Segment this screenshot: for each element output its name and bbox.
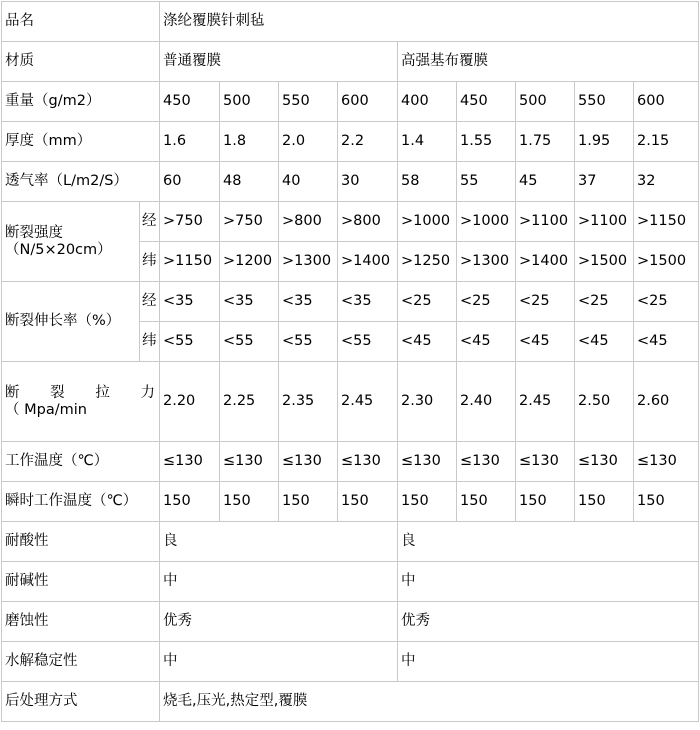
weight-cell: 500 [516, 82, 575, 122]
strength-weft-cell: >1400 [338, 242, 398, 282]
strength-warp-cell: >800 [279, 202, 338, 242]
name-value: 涤纶覆膜针刺毡 [160, 2, 699, 42]
row-working-temp [2, 442, 699, 482]
strength-warp-cell: >1000 [398, 202, 457, 242]
material-group-a: 普通覆膜 [160, 42, 398, 82]
row-strength-warp [2, 202, 699, 242]
strength-weft-cell: >1500 [575, 242, 634, 282]
working-temp-cell: ≤130 [220, 442, 279, 482]
permeability-cell: 40 [279, 162, 338, 202]
tension-label-line1: 断裂拉力 [5, 384, 155, 401]
strength-warp-cell: >750 [160, 202, 220, 242]
thickness-cell: 1.8 [220, 122, 279, 162]
elongation-weft-cell: <45 [516, 322, 575, 362]
abrasion-label: 磨蚀性 [2, 602, 160, 642]
tension-label [2, 362, 160, 442]
strength-weft-cell: >1300 [457, 242, 516, 282]
weight-cell: 600 [338, 82, 398, 122]
working-temp-cell: ≤130 [575, 442, 634, 482]
instant-temp-cell: 150 [398, 482, 457, 522]
weight-cell: 450 [160, 82, 220, 122]
working-temp-cell: ≤130 [279, 442, 338, 482]
strength-warp-cell: >1100 [575, 202, 634, 242]
permeability-cell: 30 [338, 162, 398, 202]
elongation-weft-cell: <55 [160, 322, 220, 362]
elongation-warp-cell: <35 [279, 282, 338, 322]
tension-cell: 2.50 [575, 362, 634, 442]
strength-warp-cell: >1000 [457, 202, 516, 242]
row-weight [2, 82, 699, 122]
hydrolysis-label: 水解稳定性 [2, 642, 160, 682]
finishing-label: 后处理方式 [2, 682, 160, 722]
row-permeability [2, 162, 699, 202]
elongation-warp-cell: <35 [160, 282, 220, 322]
row-alkali [2, 562, 699, 602]
strength-warp-cell: >750 [220, 202, 279, 242]
strength-weft-cell: >1300 [279, 242, 338, 282]
strength-label-line1: 断裂强度 [5, 224, 63, 241]
strength-warp-label: 经 [140, 202, 160, 242]
permeability-cell: 60 [160, 162, 220, 202]
row-material [2, 42, 699, 82]
thickness-cell: 1.95 [575, 122, 634, 162]
tension-cell: 2.20 [160, 362, 220, 442]
strength-warp-cell: >800 [338, 202, 398, 242]
elongation-weft-cell: <45 [457, 322, 516, 362]
strength-weft-cell: >1400 [516, 242, 575, 282]
elongation-warp-cell: <35 [338, 282, 398, 322]
tension-cell: 2.30 [398, 362, 457, 442]
instant-temp-cell: 150 [516, 482, 575, 522]
abrasion-group-b: 优秀 [398, 602, 699, 642]
permeability-cell: 55 [457, 162, 516, 202]
thickness-cell: 1.4 [398, 122, 457, 162]
working-temp-cell: ≤130 [516, 442, 575, 482]
strength-weft-label: 纬 [140, 242, 160, 282]
tension-label-line2: （ Mpa/min [5, 401, 87, 418]
row-finishing [2, 682, 699, 722]
thickness-cell: 2.2 [338, 122, 398, 162]
strength-label-line2: （N/5×20cm） [5, 241, 112, 258]
elongation-warp-cell: <25 [457, 282, 516, 322]
elongation-weft-label: 纬 [140, 322, 160, 362]
strength-weft-cell: >1150 [160, 242, 220, 282]
thickness-label: 厚度（mm） [2, 122, 160, 162]
name-label: 品名 [2, 2, 160, 42]
alkali-group-b: 中 [398, 562, 699, 602]
thickness-cell: 1.6 [160, 122, 220, 162]
weight-cell: 450 [457, 82, 516, 122]
elongation-weft-cell: <55 [279, 322, 338, 362]
row-tension [2, 362, 699, 442]
permeability-cell: 32 [634, 162, 699, 202]
row-abrasion [2, 602, 699, 642]
elongation-warp-cell: <25 [575, 282, 634, 322]
permeability-cell: 37 [575, 162, 634, 202]
instant-temp-cell: 150 [220, 482, 279, 522]
permeability-cell: 45 [516, 162, 575, 202]
weight-cell: 550 [279, 82, 338, 122]
row-thickness [2, 122, 699, 162]
permeability-cell: 58 [398, 162, 457, 202]
weight-cell: 500 [220, 82, 279, 122]
strength-weft-cell: >1250 [398, 242, 457, 282]
working-temp-cell: ≤130 [634, 442, 699, 482]
weight-cell: 550 [575, 82, 634, 122]
instant-temp-cell: 150 [457, 482, 516, 522]
row-acid [2, 522, 699, 562]
elongation-weft-cell: <55 [338, 322, 398, 362]
elongation-warp-cell: <35 [220, 282, 279, 322]
weight-cell: 400 [398, 82, 457, 122]
row-elongation-warp [2, 282, 699, 322]
alkali-group-a: 中 [160, 562, 398, 602]
hydrolysis-group-b: 中 [398, 642, 699, 682]
strength-weft-cell: >1200 [220, 242, 279, 282]
finishing-value: 烧毛,压光,热定型,覆膜 [160, 682, 699, 722]
material-label: 材质 [2, 42, 160, 82]
thickness-cell: 1.55 [457, 122, 516, 162]
working-temp-label: 工作温度（℃） [2, 442, 160, 482]
thickness-cell: 1.75 [516, 122, 575, 162]
elongation-warp-cell: <25 [634, 282, 699, 322]
tension-cell: 2.25 [220, 362, 279, 442]
strength-warp-cell: >1150 [634, 202, 699, 242]
tension-cell: 2.35 [279, 362, 338, 442]
tension-cell: 2.45 [516, 362, 575, 442]
thickness-cell: 2.0 [279, 122, 338, 162]
strength-weft-cell: >1500 [634, 242, 699, 282]
instant-temp-cell: 150 [575, 482, 634, 522]
permeability-cell: 48 [220, 162, 279, 202]
strength-label [2, 202, 140, 282]
elongation-label: 断裂伸长率（%） [2, 282, 140, 362]
acid-group-b: 良 [398, 522, 699, 562]
abrasion-group-a: 优秀 [160, 602, 398, 642]
instant-temp-cell: 150 [160, 482, 220, 522]
row-hydrolysis [2, 642, 699, 682]
instant-temp-cell: 150 [634, 482, 699, 522]
acid-group-a: 良 [160, 522, 398, 562]
row-instant-temp [2, 482, 699, 522]
instant-temp-cell: 150 [279, 482, 338, 522]
elongation-warp-label: 经 [140, 282, 160, 322]
working-temp-cell: ≤130 [457, 442, 516, 482]
elongation-weft-cell: <45 [398, 322, 457, 362]
row-name [2, 2, 699, 42]
material-group-b: 高强基布覆膜 [398, 42, 699, 82]
weight-cell: 600 [634, 82, 699, 122]
working-temp-cell: ≤130 [160, 442, 220, 482]
elongation-weft-cell: <45 [575, 322, 634, 362]
strength-warp-cell: >1100 [516, 202, 575, 242]
permeability-label: 透气率（L/m2/S） [2, 162, 160, 202]
working-temp-cell: ≤130 [398, 442, 457, 482]
acid-label: 耐酸性 [2, 522, 160, 562]
elongation-weft-cell: <55 [220, 322, 279, 362]
working-temp-cell: ≤130 [338, 442, 398, 482]
hydrolysis-group-a: 中 [160, 642, 398, 682]
tension-cell: 2.40 [457, 362, 516, 442]
tension-cell: 2.45 [338, 362, 398, 442]
thickness-cell: 2.15 [634, 122, 699, 162]
weight-label: 重量（g/m2） [2, 82, 160, 122]
instant-temp-cell: 150 [338, 482, 398, 522]
instant-temp-label: 瞬时工作温度（℃） [2, 482, 160, 522]
spec-table [1, 1, 699, 722]
tension-cell: 2.60 [634, 362, 699, 442]
elongation-warp-cell: <25 [398, 282, 457, 322]
elongation-warp-cell: <25 [516, 282, 575, 322]
alkali-label: 耐碱性 [2, 562, 160, 602]
elongation-weft-cell: <45 [634, 322, 699, 362]
